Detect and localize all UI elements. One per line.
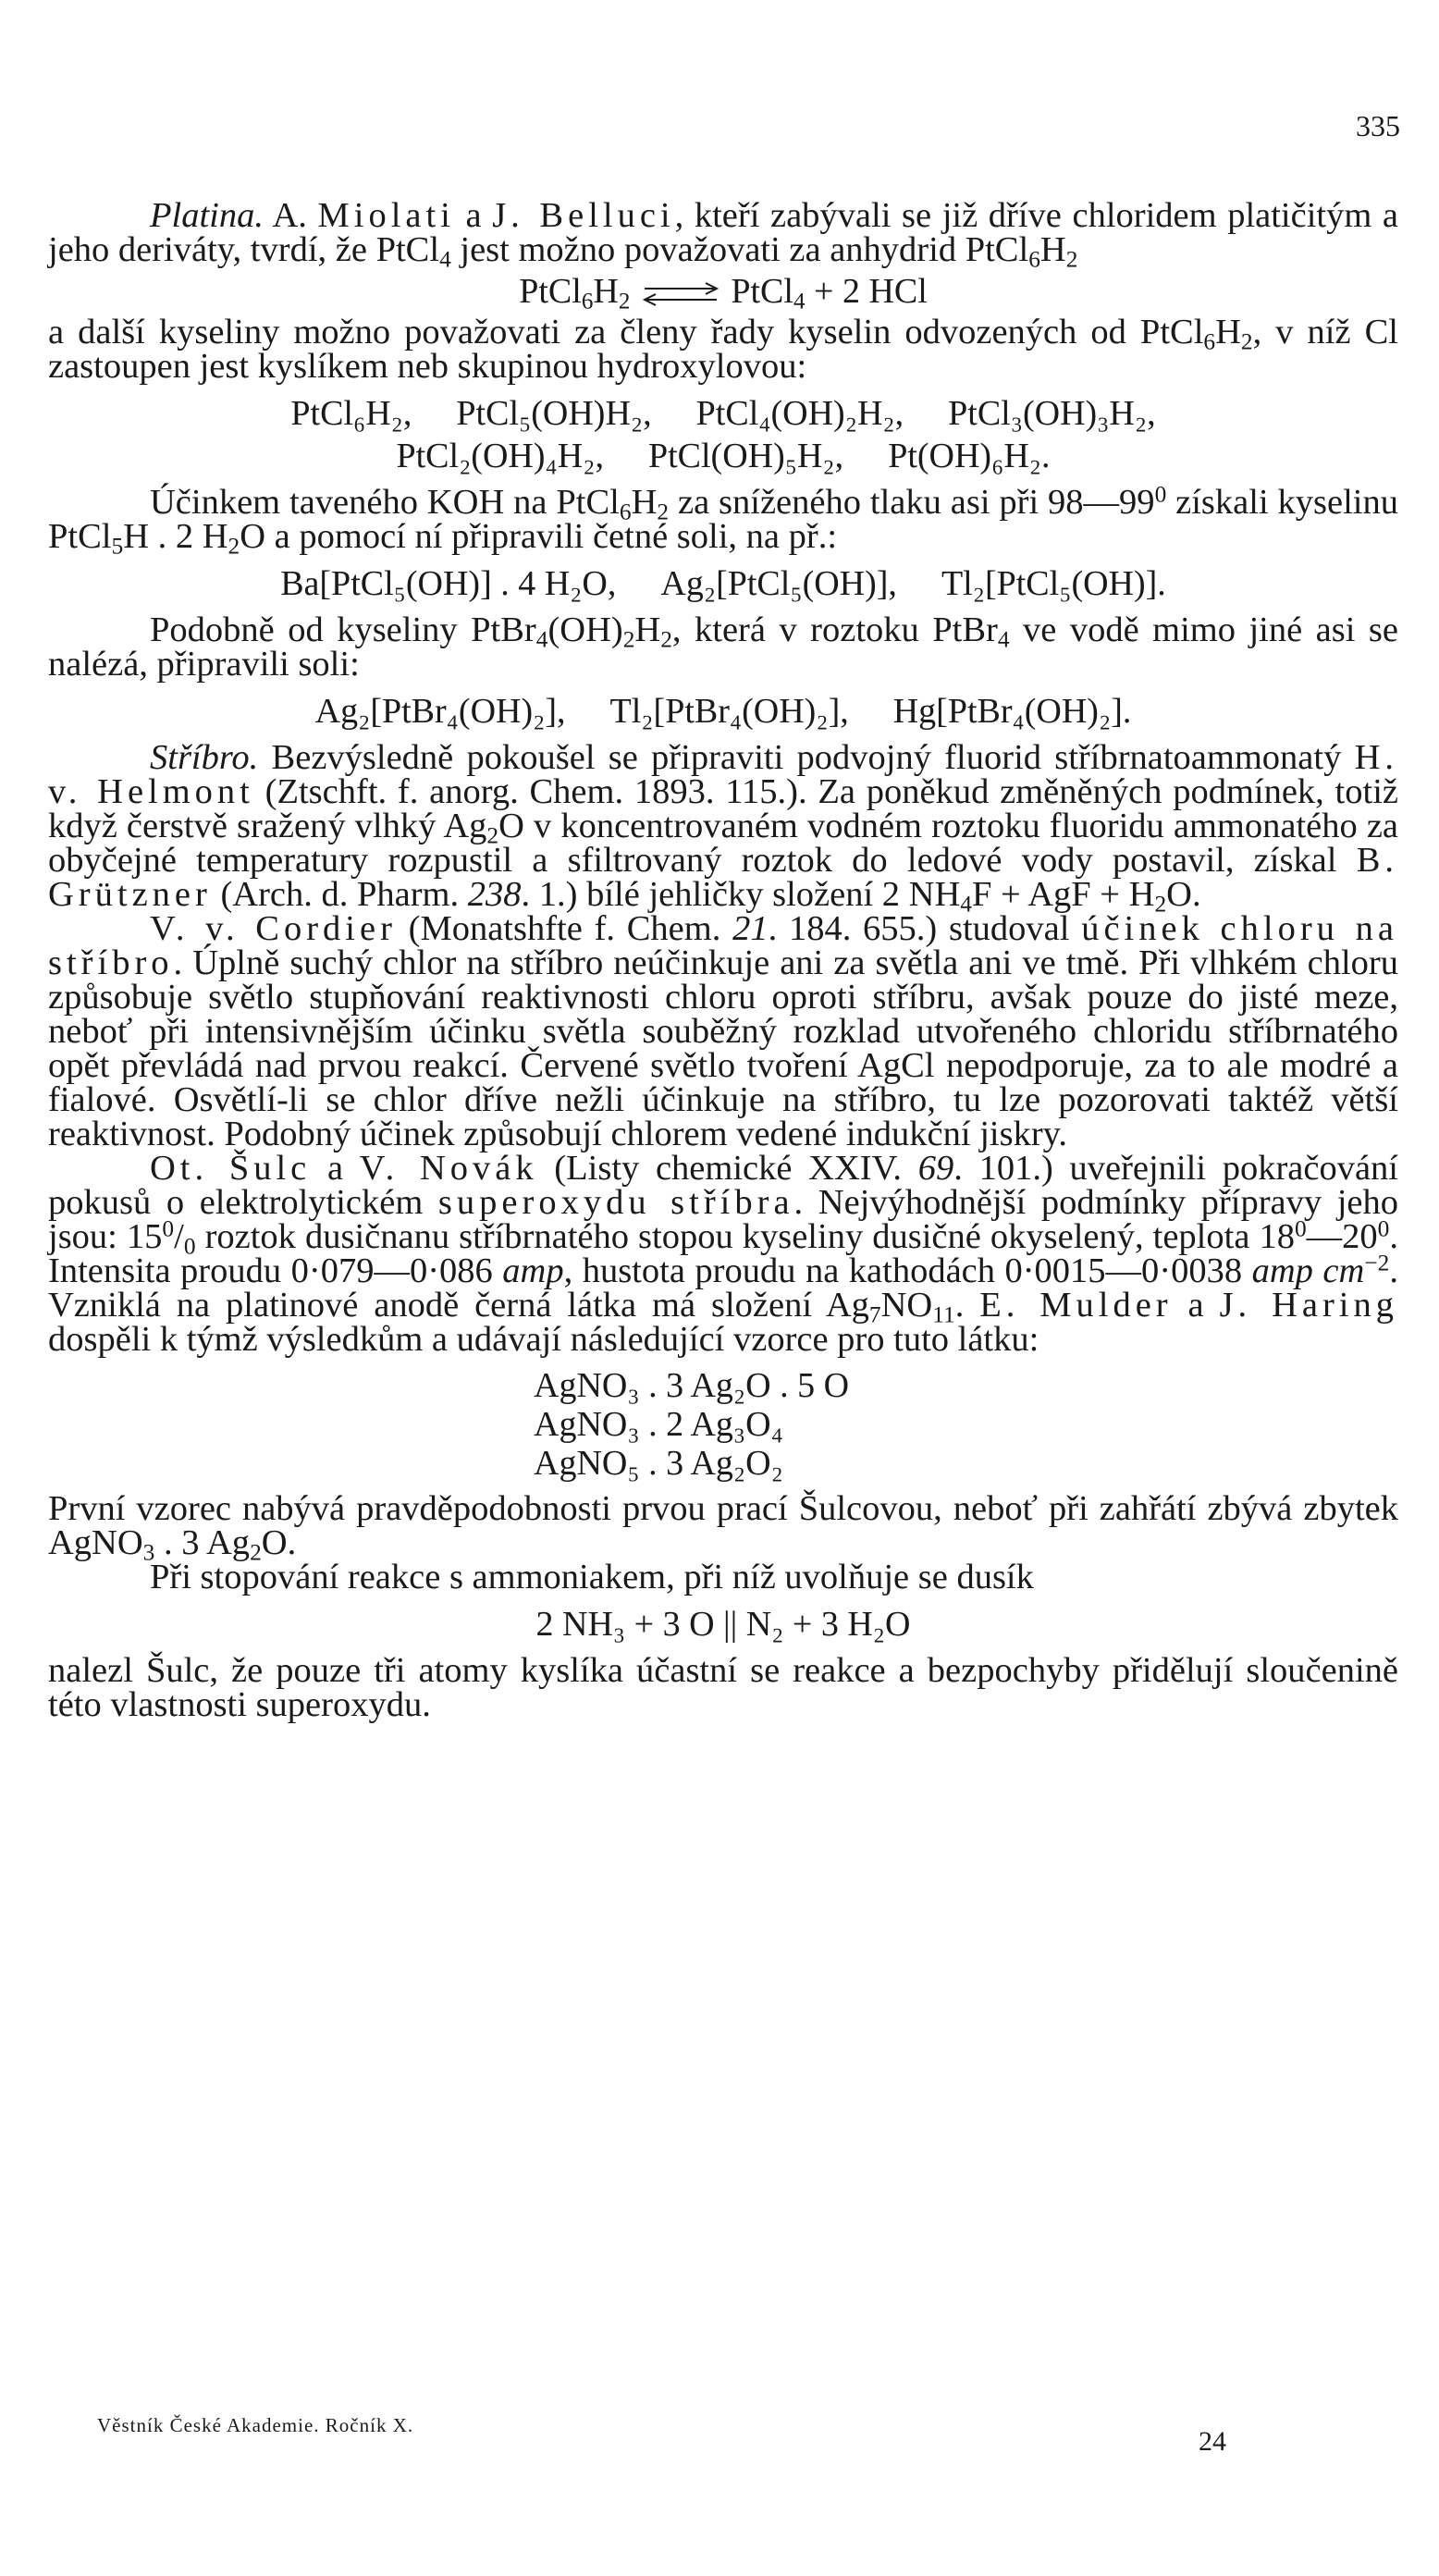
topic-superoxyd: superoxydu stříbra <box>437 1183 794 1222</box>
formula-2: AgNO₃ . 2 Ag₃O₄ <box>534 1405 783 1444</box>
equilibrium-arrows-icon <box>639 282 722 306</box>
paragraph-ucinkem: Účinkem taveného KOH na $PtCl_6H_2$ za sníženého tlaku asi při $98—99^0$ získali kyselinu PtCl$_5$H . 2 $H_2O$ a pomocí ní připravili četné soli, na př.: <box>48 481 1399 560</box>
section-label-stribro: Stříbro. <box>150 738 259 777</box>
author-helmont: H. v. Helmont <box>48 738 1398 811</box>
footer-sheet-number: 24 <box>1199 2426 1226 2457</box>
author-haring: J. Haring <box>1219 1286 1398 1325</box>
author-grutzner: B. Grützner <box>48 841 1398 914</box>
paragraph-nalezl: nalezl Šulc, že pouze tři atomy kyslíka účastní se reakce a bezpochyby přidělují sloučenině této vlastnosti superoxydu. <box>48 1651 1398 1724</box>
formula-3: AgNO₅ . 3 Ag₂O₂ <box>534 1444 783 1483</box>
author-sulc: Ot. Šulc <box>150 1149 312 1188</box>
paragraph-prvni-vzorec: První vzorec nabývá pravděpodobnosti prvou prací Šulcovou, neboť při zahřátí zbývá zbytek AgNO$_3$ . 3 $Ag_2O$. <box>48 1489 1398 1566</box>
paragraph-stopovani: Při stopování reakce s ammoniakem, při níž uvolňuje se dusík <box>150 1558 1034 1596</box>
paragraph-podobne: Podobně od kyseliny $PtBr_4(OH)_2H_2$, která v roztoku PtBr$_4$ ve vodě mimo jiné asi se nalézá, připravili soli: <box>48 610 1398 684</box>
superoxide-formulas <box>48 1366 1398 1483</box>
page-number: 335 <box>1356 109 1400 142</box>
section-label-platina: Platina. <box>150 196 264 235</box>
author-belluci: J. Belluci <box>492 196 675 235</box>
author-cordier: V. v. Cordier <box>150 909 397 948</box>
paragraph-cordier: V. v. Cordier (Monatshfte f. Chem. 21. 184. 655.) studoval účinek chloru na stříbro. Úplně suchý chlor na stříbro neúčinkuje ani za světla ani ve tmě. Při vlhkém chloru způsobuje světlo stupňování reaktivnosti chloru oproti stříbru, avšak pouze do jisté meze, neboť při intensivnějším účinku světla souběžný rozklad utvořeného chloridu stříbrnatého opět převládá nad prvou reakcí. Červené světlo tvoření AgCl nepodporuje, za to ale modré a fialové. Osvětlí-li se chlor dříve nežli účinkuje na stříbro, tu lze pozorovati taktéž větší reaktivnost. Podobný účinek způsobují chlorem vedené indukční jiskry. <box>48 909 1398 1153</box>
author-miolati: Miolati <box>317 196 455 235</box>
paragraph-platina: Platina. A. Miolati a J. Belluci, kteří zabývali se již dříve chloridem platičitým a jeho deriváty, tvrdí, že PtCl$_4$ jest možno považovati za anhydrid $PtCl_6H_2$ <box>48 196 1398 273</box>
footer-journal: Věstník České Akademie. Ročník X. <box>97 2414 414 2436</box>
salts-bromo: Ag₂[PtBr₄(OH)₂], Tl₂[PtBr₄(OH)₂], Hg[PtBr₄(OH)₂]. <box>314 692 1132 731</box>
salts-chloro: Ba[PtCl₅(OH)] . 4 H₂O, Ag₂[PtCl₅(OH)], Tl₂[PtCl₅(OH)]. <box>280 564 1166 603</box>
acid-series-line-2: PtCl₂(OH)₄H₂, PtCl(OH)₅H₂, Pt(OH)₆H₂. <box>396 437 1051 475</box>
text-body <box>48 196 1399 1724</box>
acid-series-line-1: PtCl₆H₂, PtCl₅(OH)H₂, PtCl₄(OH)₂H₂, PtCl₃(OH)₃H₂, <box>290 394 1156 433</box>
topic-chlor-stribro: účinek chloru na stříbro <box>48 909 1398 982</box>
author-mulder: E. Mulder <box>979 1286 1173 1325</box>
paragraph-kyseliny: a další kyseliny možno považovati za členy řady kyselin odvozených od $PtCl_6H_2$, v níž Cl zastoupen jest kyslíkem neb skupinou hydroxylovou: <box>48 313 1398 386</box>
author-novak: V. Novák <box>359 1149 538 1188</box>
formula-1: AgNO₃ . 3 Ag₂O . 5 O <box>534 1366 850 1405</box>
equilibrium-equation: $PtCl_6H_2$ PtCl$_4$ + 2 HCl <box>519 272 928 314</box>
paragraph-stribro: Stříbro. Bezvýsledně pokoušel se připraviti podvojný fluorid stříbrnatoammonatý H. v. Helmont (Ztschft. f. anorg. Chem. 1893. 115.). Za poněkud změněných podmínek, totiž když čerstvě sražený vlhký $Ag_2O$ v koncentrovaném vodném roztoku fluoridu ammonatého za obyčejné temperatury rozpustil a sfiltrovaný roztok do ledové vody postavil, získal B. Grützner (Arch. d. Pharm. 238. 1.) bílé jehličky složení 2 $NH_4F$ + AgF + $H_2O$. <box>48 738 1399 918</box>
ammonia-equation: 2 NH₃ + 3 O || N₂ + 3 H₂O <box>535 1605 911 1644</box>
paragraph-sulc: Ot. Šulc a V. Novák (Listy chemické XXIV. 69. 101.) uveřejnili pokračování pokusů o elektrolytickém superoxydu stříbra. Nejvýhodnější podmínky přípravy jeho jsou: $15^0/_0$ roztok dusičnanu stříbrnatého stopou kyseliny dusičné okyselený, teplota $18^0—20^0$. Intensita proudu 0·079—0·086 amp, hustota proudu na kathodách 0·0015—0·0038 amp $cm^{-2}$. Vzniklá na platinové anodě černá látka má složení $Ag_7NO_{11}$. E. Mulder a J. Haring dospěli k týmž výsledkům a udávají následující vzorce pro tuto látku: <box>48 1149 1399 1359</box>
